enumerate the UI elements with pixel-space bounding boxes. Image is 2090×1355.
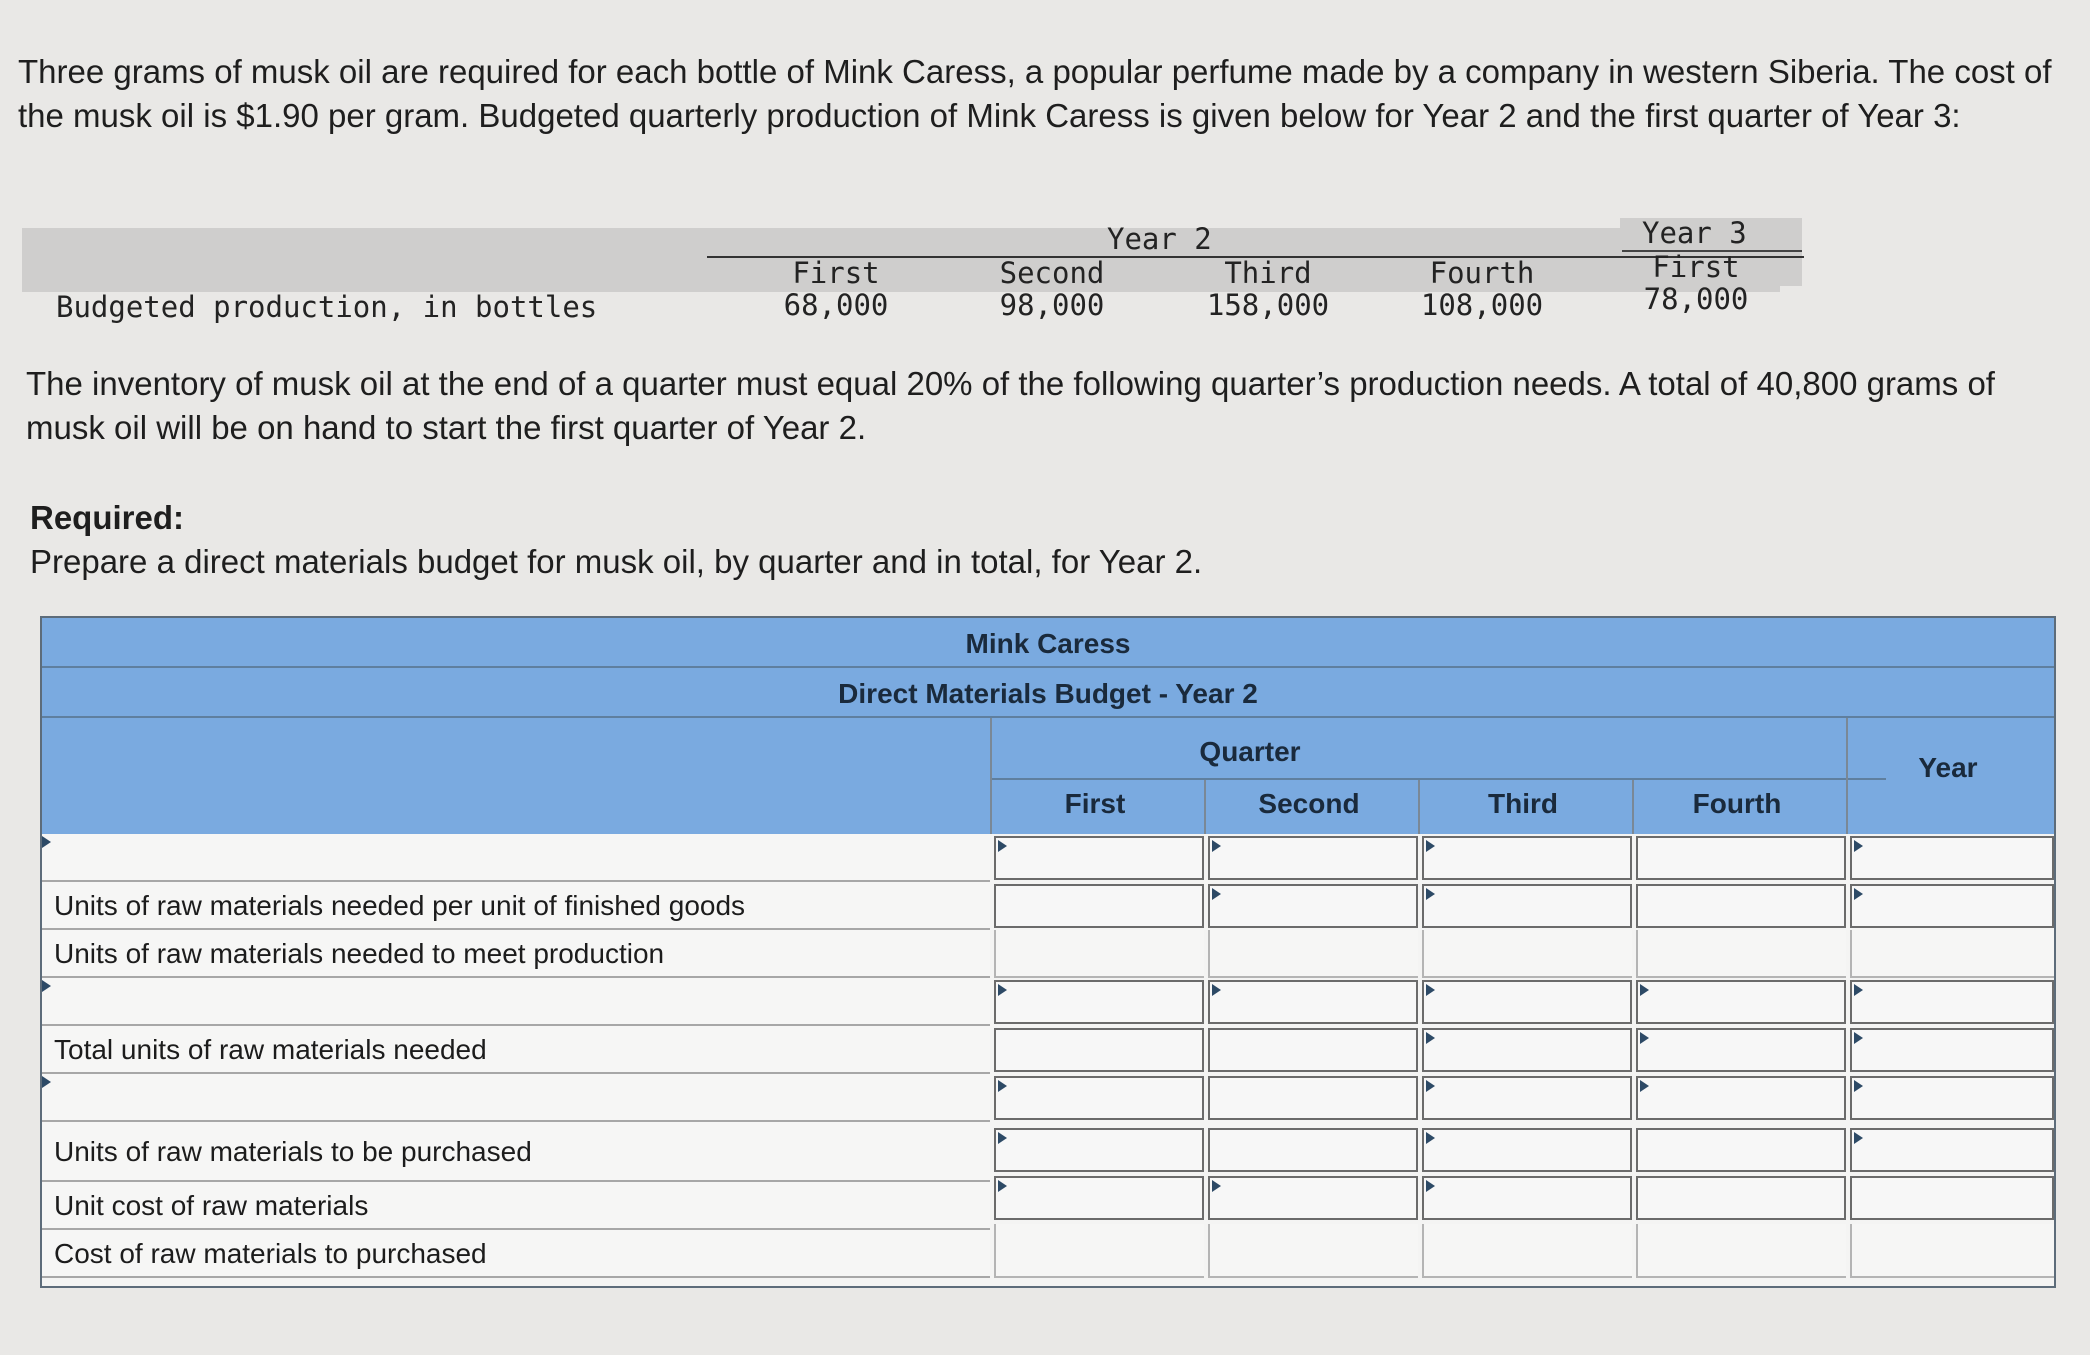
dropdown-marker-icon — [42, 836, 51, 848]
dropdown-marker-icon — [1212, 840, 1221, 852]
budget-input-q4[interactable] — [1636, 980, 1846, 1024]
budget-input-q3[interactable] — [1422, 836, 1632, 880]
required-text: Prepare a direct materials budget for musk oil, by quarter and in total, for Year 2. — [30, 543, 1203, 580]
budget-cell-q1 — [994, 1224, 1204, 1278]
budget-input-q1[interactable] — [994, 1176, 1204, 1220]
budget-input-q4[interactable] — [1636, 836, 1846, 880]
problem-intro: Three grams of musk oil are required for each bottle of Mink Caress, a popular perfume made by a company in western Siberia. The cost of the musk oil is $1.90 per gram. Budgeted quarterly production of Mink Caress is given below for Year 2 and the first quarter of Year 3: — [18, 53, 2052, 134]
budget-input-q1[interactable] — [994, 884, 1204, 928]
dropdown-marker-icon — [1426, 984, 1435, 996]
budget-input-q2[interactable] — [1208, 1076, 1418, 1120]
budget-input-q3[interactable] — [1422, 1128, 1632, 1172]
budget-subtitle: Direct Materials Budget - Year 2 — [838, 678, 1258, 709]
dropdown-marker-icon — [1854, 888, 1863, 900]
budget-input-q3[interactable] — [1422, 1028, 1632, 1072]
quarter-first-header: First — [1064, 788, 1126, 819]
budget-input-q2[interactable] — [1208, 1028, 1418, 1072]
production-col-header: First — [1652, 250, 1740, 284]
quarter-header: Quarter — [1199, 736, 1301, 767]
budget-input-q4[interactable] — [1636, 1076, 1846, 1120]
budget-input-q3[interactable] — [1422, 1076, 1632, 1120]
dropdown-marker-icon — [998, 984, 1007, 996]
budget-input-year[interactable] — [1850, 1128, 2054, 1172]
row-label: Cost of raw materials to purchased — [40, 1230, 990, 1278]
budget-input-q1[interactable] — [994, 836, 1204, 880]
production-value: 98,000 — [999, 288, 1105, 322]
dropdown-marker-icon — [1854, 1032, 1863, 1044]
production-col-header: Fourth — [1429, 256, 1535, 290]
quarter-second-header: Second — [1258, 788, 1360, 819]
dropdown-marker-icon — [998, 1132, 1007, 1144]
divider — [1418, 780, 1420, 834]
budget-input-year[interactable] — [1850, 1176, 2054, 1220]
divider — [1846, 718, 1848, 834]
budget-cell-q4 — [1636, 930, 1846, 978]
budget-title: Mink Caress — [965, 628, 1131, 659]
production-col-header: Third — [1224, 256, 1312, 290]
production-value: 78,000 — [1643, 282, 1749, 316]
row-label: Total units of raw materials needed — [40, 1026, 990, 1074]
budget-input-q1[interactable] — [994, 980, 1204, 1024]
divider — [1204, 780, 1206, 834]
budget-cell-q3 — [1422, 930, 1632, 978]
production-col-header: Second — [999, 256, 1105, 290]
budget-input-year[interactable] — [1850, 1076, 2054, 1120]
budget-cell-year — [1850, 930, 2056, 978]
budget-input-q2[interactable] — [1208, 1128, 1418, 1172]
dropdown-marker-icon — [998, 840, 1007, 852]
quarter-underline — [990, 778, 1886, 780]
inventory-paragraph: The inventory of musk oil at the end of a quarter must equal 20% of the following quarter’s production needs. A total of 40,800 grams of musk oil will be on hand to start the first quarter of Year 2. — [26, 365, 1995, 446]
budget-input-q3[interactable] — [1422, 980, 1632, 1024]
dropdown-marker-icon — [1854, 984, 1863, 996]
row-label: Units of raw materials needed per unit of finished goods — [40, 882, 990, 930]
dropdown-marker-icon — [1640, 1080, 1649, 1092]
budget-input-q4[interactable] — [1636, 1128, 1846, 1172]
budget-cell-q4 — [1636, 1224, 1846, 1278]
budget-input-year[interactable] — [1850, 884, 2054, 928]
dropdown-marker-icon — [1640, 984, 1649, 996]
budget-cell-q1 — [994, 930, 1204, 978]
production-row-label: Budgeted production, in bottles — [56, 290, 598, 324]
row-label-select[interactable] — [40, 1074, 990, 1122]
budget-input-year[interactable] — [1850, 1028, 2054, 1072]
budget-input-year[interactable] — [1850, 836, 2054, 880]
budget-input-q1[interactable] — [994, 1028, 1204, 1072]
required-section — [30, 496, 2080, 584]
budget-input-q2[interactable] — [1208, 836, 1418, 880]
production-value: 68,000 — [783, 288, 889, 322]
dropdown-marker-icon — [1426, 840, 1435, 852]
row-label-select[interactable] — [40, 834, 990, 882]
dropdown-marker-icon — [1212, 888, 1221, 900]
budget-input-q3[interactable] — [1422, 884, 1632, 928]
budget-cell-q2 — [1208, 1224, 1418, 1278]
row-label: Units of raw materials to be purchased — [40, 1122, 990, 1182]
dropdown-marker-icon — [1426, 1180, 1435, 1192]
year-column-header: Year — [1918, 752, 1978, 783]
dropdown-marker-icon — [42, 1076, 51, 1088]
budget-input-q3[interactable] — [1422, 1176, 1632, 1220]
dropdown-marker-icon — [1426, 1132, 1435, 1144]
dropdown-marker-icon — [1854, 840, 1863, 852]
budget-input-q4[interactable] — [1636, 1028, 1846, 1072]
direct-materials-budget — [40, 616, 2056, 1288]
budget-cell-year — [1850, 1224, 2056, 1278]
budget-cell-q3 — [1422, 1224, 1632, 1278]
production-table — [22, 216, 1780, 324]
production-value: 108,000 — [1420, 288, 1544, 322]
year2-label: Year 2 — [1107, 222, 1212, 256]
budget-input-q1[interactable] — [994, 1076, 1204, 1120]
budget-input-q4[interactable] — [1636, 1176, 1846, 1220]
dropdown-marker-icon — [1640, 1032, 1649, 1044]
production-col-header: First — [792, 256, 880, 290]
production-value: 158,000 — [1206, 288, 1330, 322]
quarter-third-header: Third — [1488, 788, 1558, 819]
year3-label: Year 3 — [1642, 216, 1747, 250]
budget-input-q4[interactable] — [1636, 884, 1846, 928]
row-label-select[interactable] — [40, 978, 990, 1026]
dropdown-marker-icon — [42, 980, 51, 992]
row-label: Unit cost of raw materials — [40, 1182, 990, 1230]
budget-input-q2[interactable] — [1208, 980, 1418, 1024]
dropdown-marker-icon — [1426, 1032, 1435, 1044]
dropdown-marker-icon — [1426, 888, 1435, 900]
budget-input-year[interactable] — [1850, 980, 2054, 1024]
dropdown-marker-icon — [998, 1180, 1007, 1192]
divider — [1632, 780, 1634, 834]
divider — [40, 666, 2056, 668]
budget-input-q1[interactable] — [994, 1128, 1204, 1172]
divider — [990, 718, 992, 834]
divider — [40, 716, 2056, 718]
quarter-fourth-header: Fourth — [1692, 788, 1782, 819]
dropdown-marker-icon — [998, 1080, 1007, 1092]
budget-input-q2[interactable] — [1208, 884, 1418, 928]
row-label: Units of raw materials needed to meet production — [40, 930, 990, 978]
dropdown-marker-icon — [1426, 1080, 1435, 1092]
dropdown-marker-icon — [1212, 1180, 1221, 1192]
dropdown-marker-icon — [1854, 1080, 1863, 1092]
budget-input-q2[interactable] — [1208, 1176, 1418, 1220]
dropdown-marker-icon — [1212, 984, 1221, 996]
dropdown-marker-icon — [1854, 1132, 1863, 1144]
required-label: Required: — [30, 499, 185, 536]
budget-cell-q2 — [1208, 930, 1418, 978]
